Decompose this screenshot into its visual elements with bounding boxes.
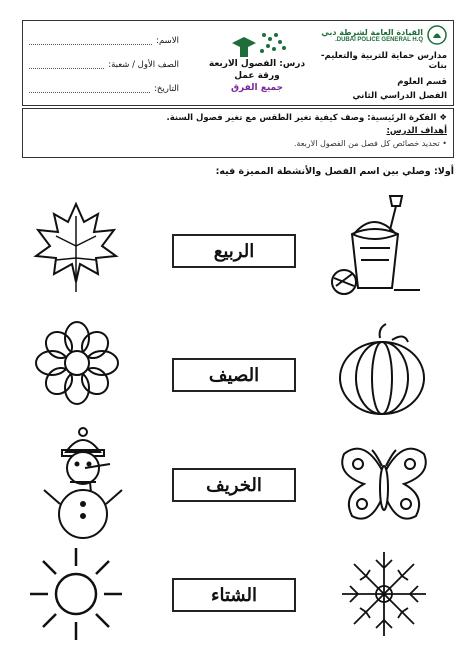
pumpkin-icon[interactable] xyxy=(334,320,430,420)
brand-english: DUBAI POLICE GENERAL H.Q. xyxy=(335,36,423,43)
date-label: التاريخ: xyxy=(154,84,179,94)
worksheet-title: ورقة عمل xyxy=(234,71,280,81)
flower-icon[interactable] xyxy=(32,318,122,408)
main-idea-box xyxy=(22,108,454,158)
butterfly-icon[interactable] xyxy=(334,440,434,532)
goal-item: • تحديد خصائص كل فصل من الفصول الاربعة. xyxy=(293,139,447,148)
instruction: أولا: وصلي بين اسم الفصل والأنشطة المميزة فيه: xyxy=(215,166,454,177)
school-info xyxy=(307,25,447,101)
department: قسم العلوم xyxy=(397,77,447,87)
snowflake-icon[interactable] xyxy=(336,546,432,642)
goals-title: أهداف الدرس: xyxy=(386,126,447,136)
date-field[interactable] xyxy=(29,85,150,93)
school-name: مدارس حماية للتربية والتعليم-بنات xyxy=(321,51,447,71)
sun-icon[interactable] xyxy=(26,544,126,644)
name-label: الاسم: xyxy=(156,36,179,46)
dubai-police-emblem-icon xyxy=(427,25,447,45)
lesson-title: درس: الفصول الاربعة xyxy=(208,59,306,69)
season-text: الصيف xyxy=(208,364,260,386)
season-text: الشتاء xyxy=(211,584,257,606)
term: الفصل الدراسي الثاني xyxy=(352,91,447,101)
season-label-summer[interactable] xyxy=(172,358,296,392)
main-idea: ❖ الفكرة الرئيسية: وصف كيفية تغير الطقس مع تغير فصول السنة. xyxy=(166,113,447,123)
brand-arabic: القيادة العامة لشرطة دبي xyxy=(321,27,423,37)
season-text: الربيع xyxy=(213,240,255,262)
sand-bucket-icon[interactable] xyxy=(330,190,426,302)
season-label-winter[interactable] xyxy=(172,578,296,612)
class-label: الصف الأول / شعبة: xyxy=(108,60,179,70)
name-field[interactable] xyxy=(29,37,152,45)
season-text: الخريف xyxy=(206,474,262,496)
groups-label: جميع الفرق xyxy=(230,83,284,93)
snowman-icon[interactable] xyxy=(40,424,126,542)
season-label-spring[interactable] xyxy=(172,234,296,268)
graduates-logo-icon xyxy=(222,29,292,59)
class-field[interactable] xyxy=(29,61,104,69)
student-info xyxy=(29,29,179,101)
lesson-info xyxy=(197,29,317,101)
maple-leaf-icon[interactable] xyxy=(26,196,126,296)
header-box xyxy=(22,20,454,106)
season-label-autumn[interactable] xyxy=(172,468,296,502)
